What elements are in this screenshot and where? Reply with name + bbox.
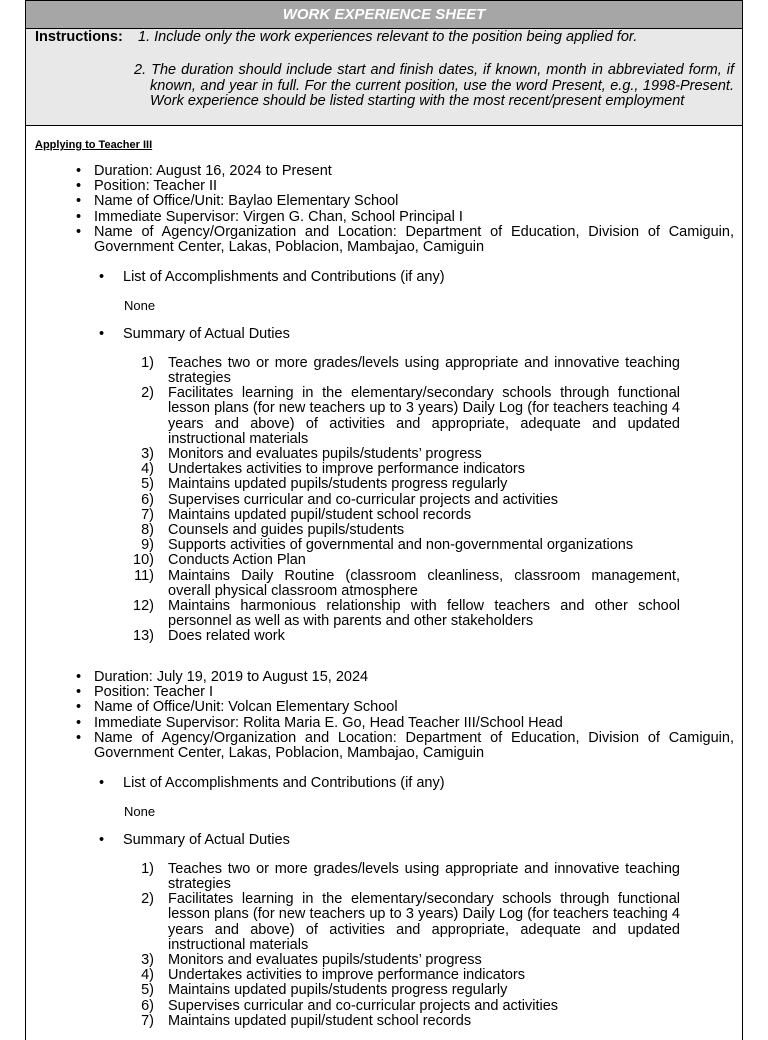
accomplishments-value: None — [124, 298, 156, 314]
instruction-item-2: 2. The duration should include start and finish dates, if known, month in abbreviated form, if known, and year in full. For the current position, use the word Present, e.g., 1998-Present. Work experience should be listed starting with the most recent/present employment — [134, 62, 734, 109]
duty-item: 5) Maintains updated pupils/students progress regularly — [141, 982, 508, 999]
work-experience-sheet — [25, 0, 743, 1040]
position: • Position: Teacher II — [26, 179, 742, 194]
duty-item: 6) Supervises curricular and co-curricular projects and activities — [141, 997, 559, 1014]
duties-label: • Summary of Actual Duties — [26, 327, 742, 342]
duties-list — [26, 862, 742, 1029]
immediate-supervisor: • Immediate Supervisor: Virgen G. Chan, School Principal I — [26, 210, 742, 225]
duty-item: 5) Maintains updated pupils/students progress regularly — [141, 476, 508, 493]
office-unit: • Name of Office/Unit: Baylao Elementary School — [26, 194, 742, 209]
office-unit: • Name of Office/Unit: Volcan Elementary School — [26, 700, 742, 715]
immediate-supervisor: • Immediate Supervisor: Rolita Maria E. Go, Head Teacher III/School Head — [26, 716, 742, 731]
experience-entry — [26, 670, 742, 1029]
duty-item: 7) Maintains updated pupil/student school records — [141, 506, 472, 523]
duty-item: 9) Supports activities of governmental and non-governmental organizations — [141, 537, 634, 554]
instruction-item-1 — [138, 30, 734, 46]
duty-item: 2) Facilitates learning in the elementary/secondary schools through functional lesson plans (for new teachers up to 3 years) Daily Log (for teachers teaching 4 years and above) of activities and appropriate, adequate and updated instructional materials — [141, 891, 680, 953]
duty-item: 10) Conducts Action Plan — [133, 552, 306, 569]
agency-location: • Name of Agency/Organization and Location: Department of Education, Division of Camiguin, Government Center, Lakas, Poblacion, Mambajao, Camiguin — [26, 225, 742, 255]
sheet-title: WORK EXPERIENCE SHEET — [26, 1, 742, 29]
duty-item: 6) Supervises curricular and co-curricular projects and activities — [141, 491, 559, 508]
duty-item: 4) Undertakes activities to improve performance indicators — [141, 461, 526, 478]
duties-label: • Summary of Actual Duties — [26, 833, 742, 848]
duty-item: 13) Does related work — [133, 628, 285, 645]
duty-item: 12) Maintains harmonious relationship with fellow teachers and other school personnel as well as with parents and other stakeholders — [133, 598, 680, 630]
accomplishments-label: • List of Accomplishments and Contributions (if any) — [26, 776, 742, 791]
position: • Position: Teacher I — [26, 685, 742, 700]
duty-item: 4) Undertakes activities to improve performance indicators — [141, 967, 526, 984]
duty-item: 2) Facilitates learning in the elementary/secondary schools through functional lesson plans (for new teachers up to 3 years) Daily Log (for teachers teaching 4 years and above) of activities and appropriate, adequate and updated instructional materials — [141, 385, 680, 447]
duty-item: 11) Maintains Daily Routine (classroom cleanliness, classroom management, overall physical classroom atmosphere — [134, 567, 680, 599]
applying-to-heading: Applying to Teacher III — [35, 139, 153, 151]
experience-entry — [26, 164, 742, 645]
accomplishments-label: • List of Accomplishments and Contributions (if any) — [26, 270, 742, 285]
duty-item: 1) Teaches two or more grades/levels using appropriate and innovative teaching strategies — [141, 860, 680, 893]
instruction-item-1-number: 1. — [138, 29, 151, 45]
duty-item: 8) Counsels and guides pupils/students — [141, 522, 405, 539]
duties-list — [26, 356, 742, 645]
duration: • Duration: August 16, 2024 to Present — [26, 164, 742, 179]
duty-item: 3) Monitors and evaluates pupils/students’ progress — [141, 952, 482, 969]
duty-item: 1) Teaches two or more grades/levels using appropriate and innovative teaching strategies — [141, 354, 680, 387]
duration: • Duration: July 19, 2019 to August 15, 2024 — [26, 670, 742, 685]
duty-item: 3) Monitors and evaluates pupils/students’ progress — [141, 446, 482, 463]
duty-item: 7) Maintains updated pupil/student school records — [141, 1012, 472, 1029]
instructions-label: Instructions: — [35, 29, 123, 45]
instructions-section — [26, 29, 742, 126]
instruction-item-1-text: Include only the work experiences relevant to the position being applied for. — [154, 29, 638, 45]
agency-location: • Name of Agency/Organization and Location: Department of Education, Division of Camiguin, Government Center, Lakas, Poblacion, Mambajao, Camiguin — [26, 731, 742, 761]
accomplishments-value: None — [124, 804, 156, 820]
